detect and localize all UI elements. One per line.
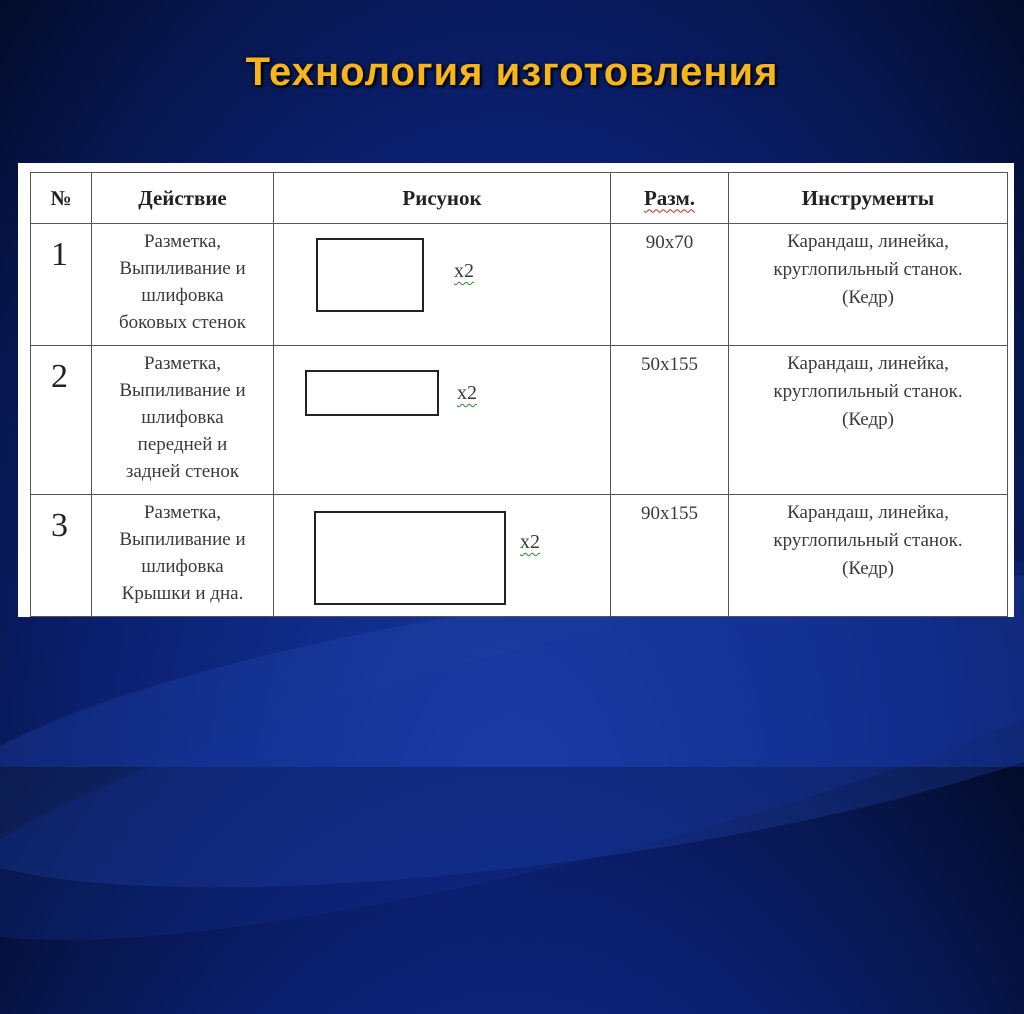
row-drawing bbox=[274, 346, 611, 495]
row-tools: Карандаш, линейка, круглопильный станок. (Кедр) bbox=[729, 495, 1008, 617]
row-tools: Карандаш, линейка, круглопильный станок. (Кедр) bbox=[729, 224, 1008, 346]
multiplier: x2 bbox=[454, 260, 474, 282]
row-drawing bbox=[274, 495, 611, 617]
row-action: Разметка, Выпиливание и шлифовка передней и задней стенок bbox=[92, 346, 274, 495]
row-number: 1 bbox=[31, 224, 92, 346]
technology-table bbox=[30, 172, 1008, 617]
header-size: Разм. bbox=[611, 173, 729, 224]
row-action: Разметка, Выпиливание и шлифовка боковых стенок bbox=[92, 224, 274, 346]
header-action: Действие bbox=[92, 173, 274, 224]
row-drawing bbox=[274, 224, 611, 346]
row-number: 2 bbox=[31, 346, 92, 495]
row-size: 90x70 bbox=[611, 224, 729, 346]
multiplier: x2 bbox=[520, 531, 540, 553]
table-row bbox=[31, 224, 1008, 346]
part-rectangle bbox=[314, 511, 506, 605]
table-row bbox=[31, 346, 1008, 495]
header-drawing: Рисунок bbox=[274, 173, 611, 224]
multiplier: x2 bbox=[457, 382, 477, 404]
header-number: № bbox=[31, 173, 92, 224]
row-number: 3 bbox=[31, 495, 92, 617]
row-action: Разметка, Выпиливание и шлифовка Крышки и дна. bbox=[92, 495, 274, 617]
row-size: 50x155 bbox=[611, 346, 729, 495]
table-panel bbox=[18, 163, 1014, 617]
slide-title: Технология изготовления bbox=[245, 50, 779, 94]
part-rectangle bbox=[316, 238, 424, 312]
row-tools: Карандаш, линейка, круглопильный станок. (Кедр) bbox=[729, 346, 1008, 495]
part-rectangle bbox=[305, 370, 439, 416]
row-size: 90x155 bbox=[611, 495, 729, 617]
table-row bbox=[31, 495, 1008, 617]
header-tools: Инструменты bbox=[729, 173, 1008, 224]
table-header-row bbox=[31, 173, 1008, 224]
